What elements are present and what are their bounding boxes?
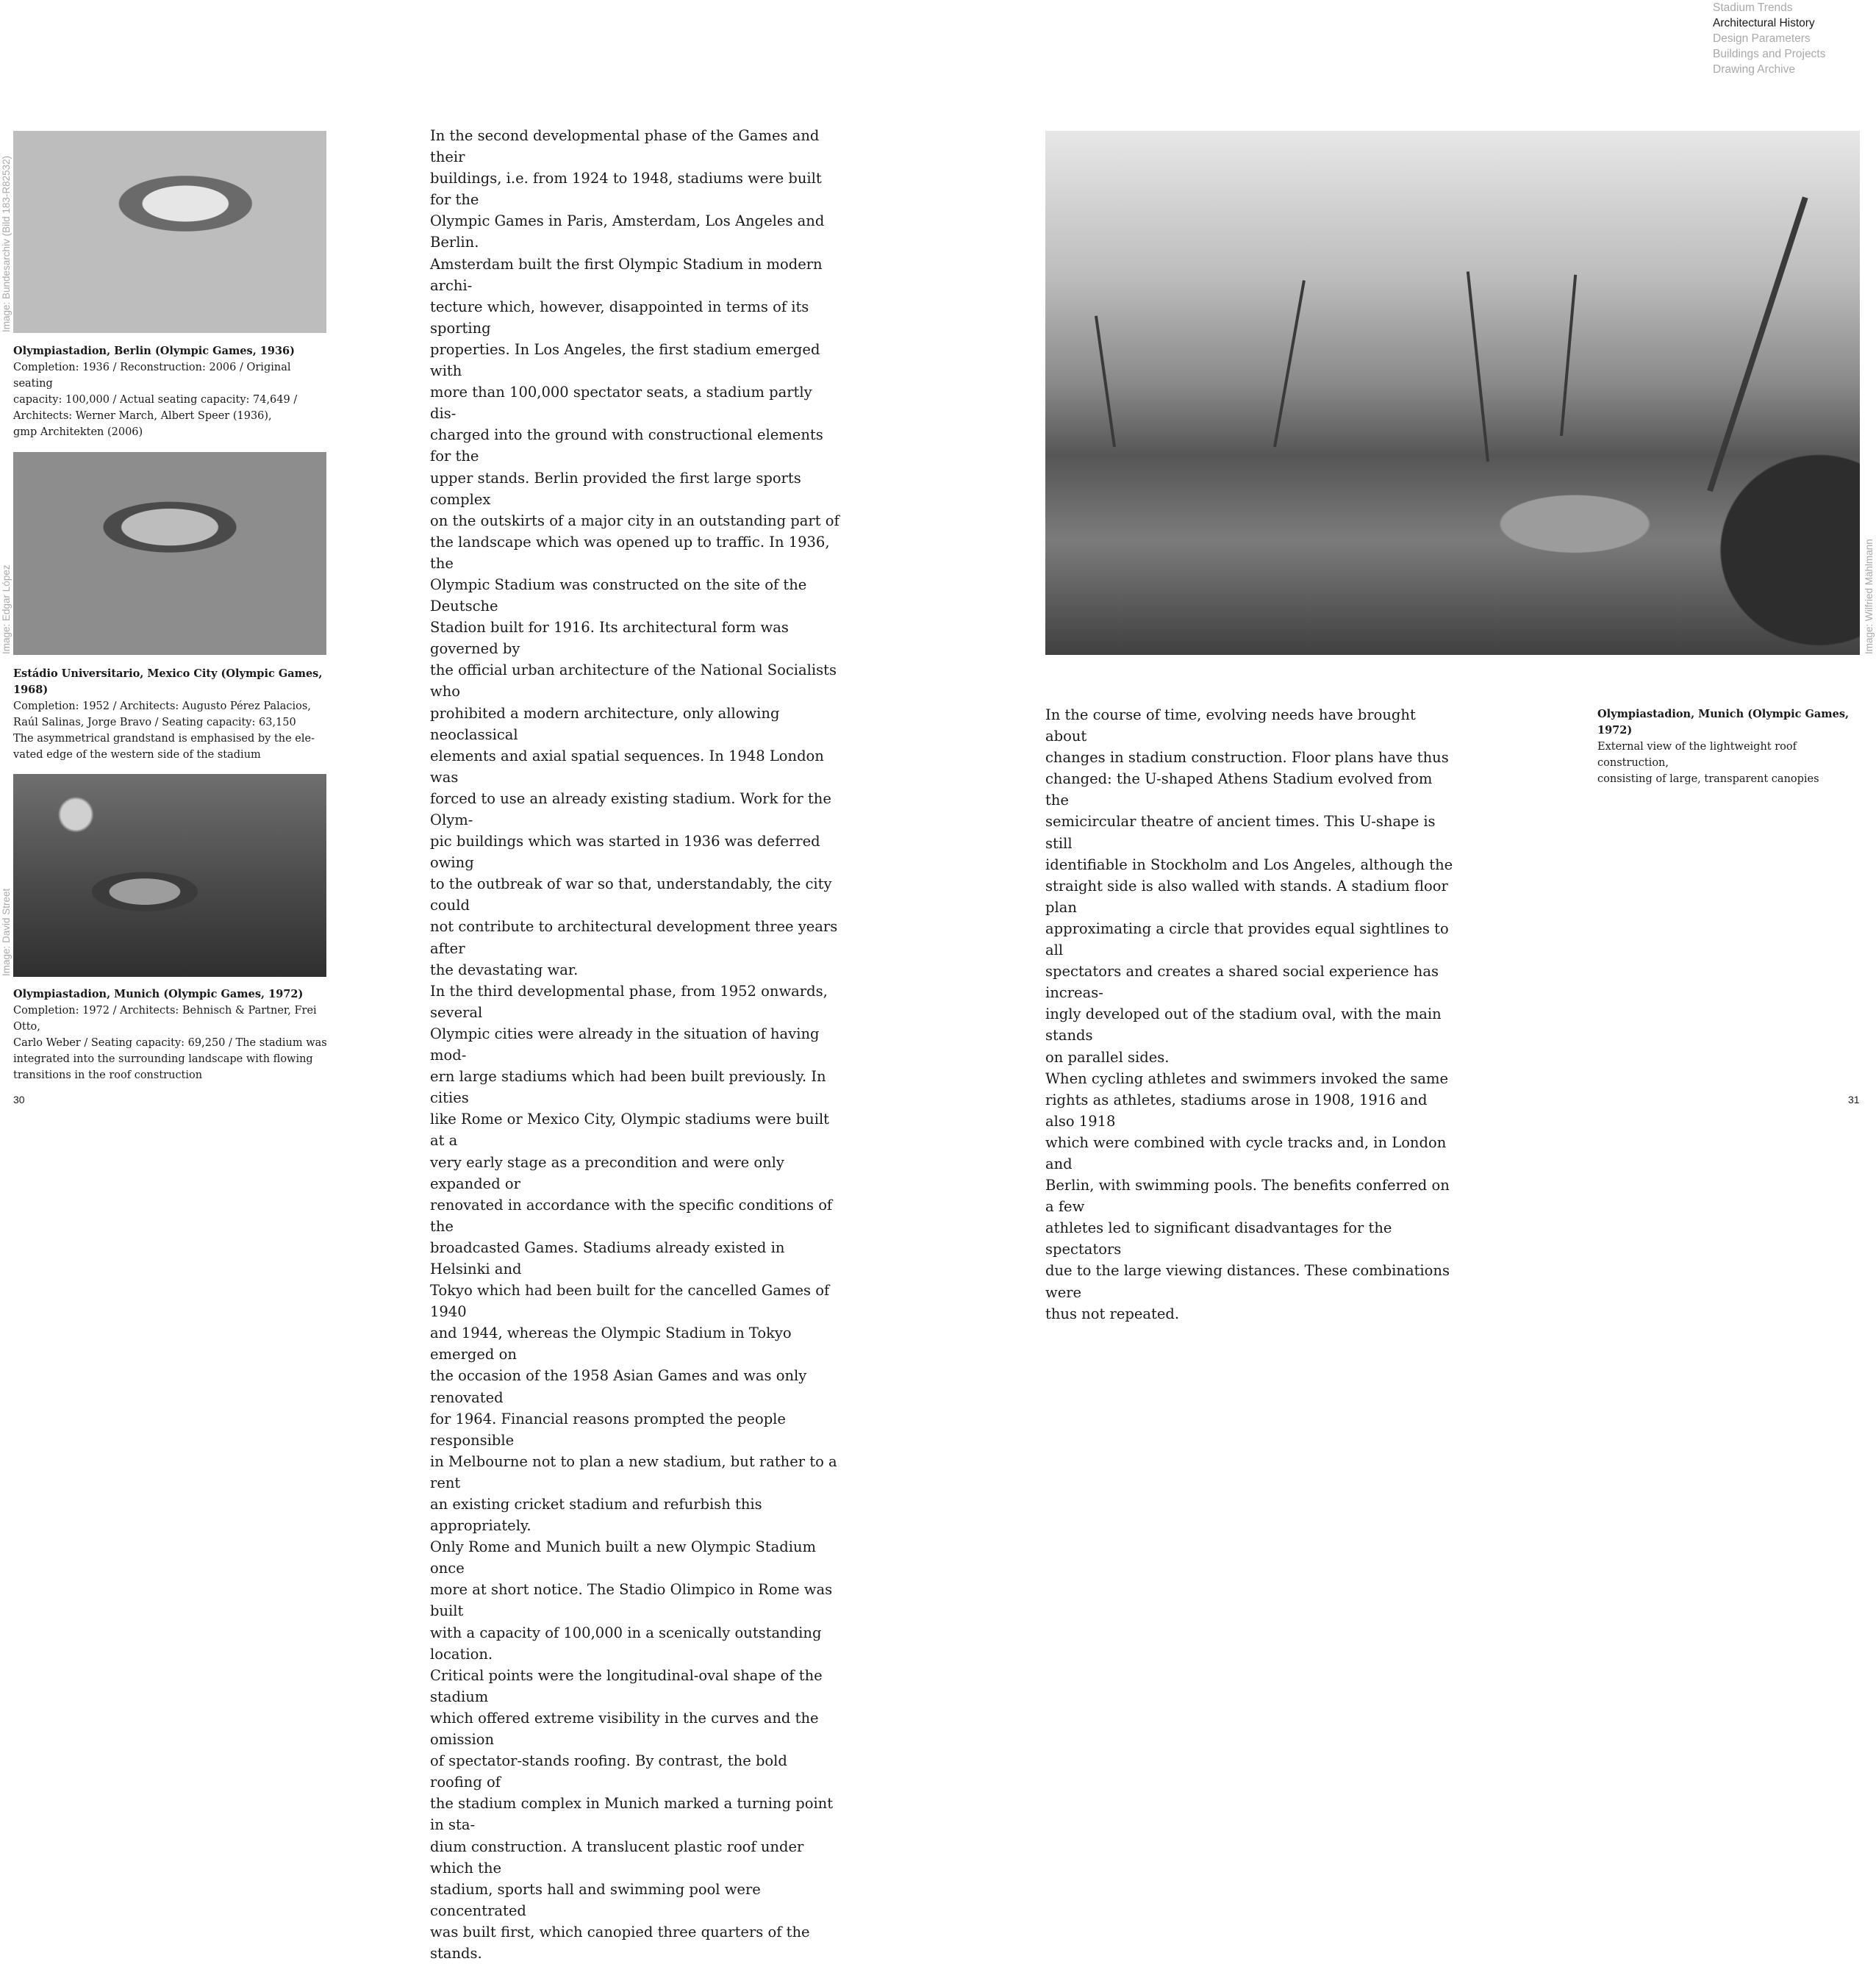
page-number-left: 30 [13, 1094, 25, 1105]
nav-item-stadium-trends[interactable]: Stadium Trends [1713, 1, 1793, 14]
page-number-right: 31 [1848, 1094, 1860, 1105]
figure-caption [13, 343, 329, 440]
section-navigation [1713, 0, 1860, 77]
roof-mast [1560, 275, 1577, 437]
paragraph: In the third developmental phase, from 1952 onwards, several Olympic cities were already in the situation of having mod- ern large stadiums which had been built previously. In cities like Rome or Mexico City, Olympic stadiums were built at a very early stage as a precondition and were only expanded or renovated in accordance with the specific conditions of the broadcasted Games. Stadiums already existed in Helsinki and Tokyo which had been built for the cancelled Games of 1940 and 1944, whereas the Olympic Stadium in Tokyo emerged on the occasion of the 1958 Asian Games and was only renovated for 1964. Financial reasons prompted the people responsible in Melbourne not to plan a new stadium, but rather to a rent an existing cricket stadium and refurbish this appropriately. Only Rome and Munich built a new Olympic Stadium once more at short notice. The Stadio Olimpico in Rome was built with a capacity of 100,000 in a scenically outstanding location. Critical points were the longitudinal-oval shape of the stadium which offered extreme visibility in the curves and the omission of spectator-stands roofing. By contrast, the bold roofing of the stadium complex in Munich marked a turning point in sta- dium construction. A translucent plastic roof under which the stadium, sports hall and swimming pool were concentrated was built first, which canopied three quarters of the stands. [430, 982, 837, 1962]
photo-olympiastadion-berlin [13, 131, 326, 333]
left-page-body-text [430, 125, 842, 1964]
caption-title: Olympiastadion, Munich (Olympic Games, 1972) [1597, 708, 1850, 736]
paragraph: In the second developmental phase of the Games and their buildings, i.e. from 1924 to 1948, stadiums were built for the Olympic Games in Paris, Amsterdam, Los Angeles and Berlin. Amsterdam built the first Olympic Stadium in modern archi- tecture which, however, disappointed in terms of its sporting properties. In Los Angeles, the first stadium emerged with more than 100,000 spectator seats, a stadium partly dis- charged into the ground with constructional elements for the upper stands. Berlin provided the first large sports complex on the outskirts of a major city in an outstanding part of the landscape which was opened up to traffic. In 1936, the Olympic Stadium was constructed on the site of the Deutsche Stadion built for 1916. Its architectural form was governed by the official urban architecture of the National Socialists who prohibited a modern architecture, only allowing neoclassical elements and axial spatial sequences. In 1948 London was forced to use an already existing stadium. Work for the Olym- pic buildings which was started in 1936 was deferred owing to the outbreak of war so that, understandably, the city could not contribute to architectural development three years after the devastating war. [430, 127, 839, 978]
nav-item-buildings-and-projects[interactable]: Buildings and Projects [1713, 48, 1826, 60]
figure-caption [1597, 706, 1869, 787]
caption-text: Completion: 1972 / Architects: Behnisch & Partner, Frei Otto, Carlo Weber / Seating capacity: 69,250 / The stadium was integrated into the surrounding landscape with flowing transitions in the roof construction [13, 1005, 327, 1081]
photo-credit: Image: Wilfried Mählmann [1864, 539, 1875, 654]
paragraph: When cycling athletes and swimmers invoked the same rights as athletes, stadiums arose in 1908, 1916 and also 1918 which were combined with cycle tracks and, in London and Berlin, with swimming pools. The benefits conferred on a few athletes led to significant disadvantages for the spectators due to the large viewing distances. These combinations were thus not repeated. [1045, 1069, 1450, 1322]
nav-item-drawing-archive[interactable]: Drawing Archive [1713, 63, 1795, 76]
figure-caption [13, 666, 329, 763]
photo-credit: Image: David Street [1, 888, 12, 976]
caption-title: Olympiastadion, Munich (Olympic Games, 1972) [13, 988, 304, 1000]
caption-title: Olympiastadion, Berlin (Olympic Games, 1936) [13, 345, 296, 357]
photo-estadio-universitario [13, 452, 326, 655]
right-page-body-text [1045, 704, 1457, 1325]
photo-credit: Image: Bundesarchiv (Bild 183-R82532) [1, 155, 12, 332]
caption-title: Estádio Universitario, Mexico City (Olympic Games, 1968) [13, 667, 323, 696]
photo-olympiastadion-munich-aerial [13, 774, 326, 977]
photo-credit: Image: Edgar López [1, 565, 12, 654]
nav-item-design-parameters[interactable]: Design Parameters [1713, 32, 1811, 45]
nav-item-architectural-history[interactable]: Architectural History [1713, 17, 1815, 29]
photo-olympiastadion-munich-roof [1045, 131, 1860, 655]
caption-text: External view of the lightweight roof construction, consisting of large, transparent canopies [1597, 741, 1819, 785]
figure-caption [13, 986, 337, 1083]
roof-mast [1273, 280, 1306, 447]
paragraph: In the course of time, evolving needs have brought about changes in stadium construction. Floor plans have thus changed: the U-shaped Athens Stadium evolved from the semicircular theatre of ancient times. This U-shape is still identifiable in Stockholm and Los Angeles, although the straight side is also walled with stands. A stadium floor plan approximating a circle that provides equal sightlines to all spectators and creates a shared social experience has increas- ingly developed out of the stadium oval, with the main stands on parallel sides. [1045, 706, 1453, 1066]
caption-text: Completion: 1952 / Architects: Augusto Pérez Palacios, Raúl Salinas, Jorge Bravo / Seating capacity: 63,150 The asymmetrical grandstand is emphasised by the ele- vated edge of the western side of the stadium [13, 700, 315, 761]
roof-mast [1707, 196, 1808, 492]
roof-mast [1467, 271, 1489, 462]
roof-mast [1095, 315, 1116, 447]
caption-text: Completion: 1936 / Reconstruction: 2006 / Original seating capacity: 100,000 / Actual seating capacity: 74,649 / Architects: Werner March, Albert Speer (1936), gmp Architekten (2006) [13, 362, 298, 438]
